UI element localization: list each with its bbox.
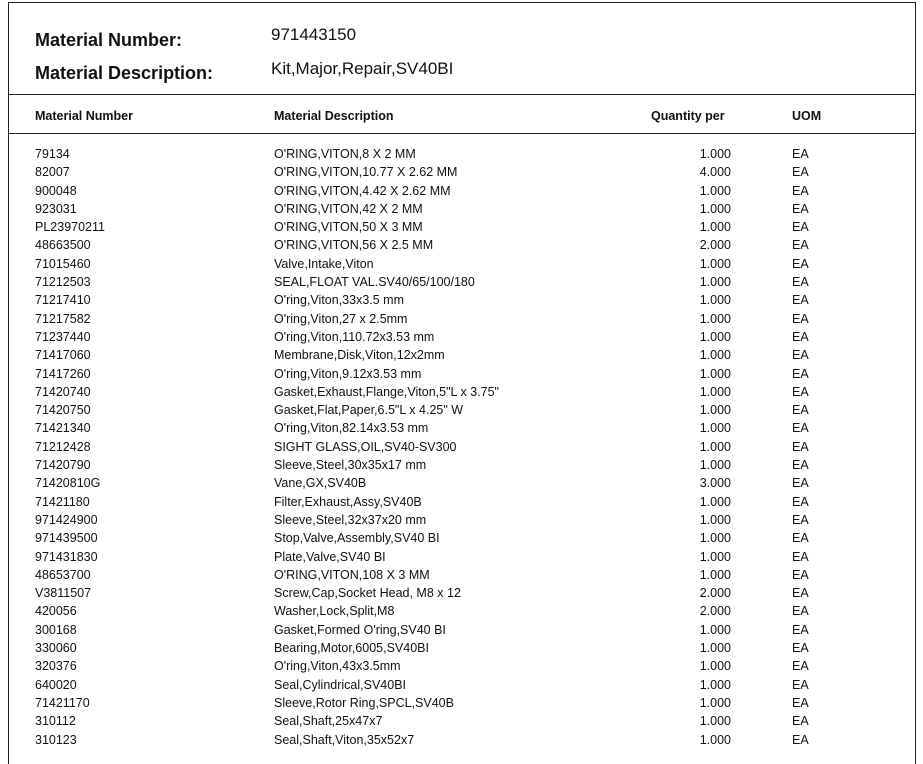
document-frame xyxy=(8,2,916,764)
cell-quantity: 1.000 xyxy=(699,659,731,674)
table-row xyxy=(9,419,915,437)
cell-material-description: O'ring,Viton,82.14x3.53 mm xyxy=(274,421,429,436)
cell-material-description: Sleeve,Steel,32x37x20 mm xyxy=(274,512,427,527)
cell-uom: EA xyxy=(792,220,809,235)
cell-material-number: 330060 xyxy=(35,641,77,656)
table-row xyxy=(9,163,915,181)
cell-material-number: 71217410 xyxy=(35,293,91,308)
cell-uom: EA xyxy=(792,165,809,180)
cell-uom: EA xyxy=(792,238,809,253)
cell-uom: EA xyxy=(792,659,809,674)
cell-material-number: 71420790 xyxy=(35,458,91,473)
cell-uom: EA xyxy=(792,311,809,326)
cell-quantity: 1.000 xyxy=(699,732,731,747)
cell-uom: EA xyxy=(792,201,809,216)
material-header xyxy=(9,3,915,95)
table-row xyxy=(9,255,915,273)
table-row xyxy=(9,676,915,694)
cell-quantity: 4.000 xyxy=(699,165,731,180)
cell-quantity: 1.000 xyxy=(699,622,731,637)
cell-material-number: 82007 xyxy=(35,165,70,180)
cell-quantity: 1.000 xyxy=(699,403,731,418)
cell-uom: EA xyxy=(792,677,809,692)
cell-quantity: 1.000 xyxy=(699,421,731,436)
table-row xyxy=(9,346,915,364)
cell-material-description: Screw,Cap,Socket Head, M8 x 12 xyxy=(274,586,461,601)
cell-uom: EA xyxy=(792,275,809,290)
cell-uom: EA xyxy=(792,512,809,527)
table-row xyxy=(9,200,915,218)
cell-material-number: 71420810G xyxy=(35,476,101,491)
column-header-material-description: Material Description xyxy=(274,109,394,123)
cell-material-number: 71417060 xyxy=(35,348,91,363)
cell-uom: EA xyxy=(792,586,809,601)
cell-material-number: 71417260 xyxy=(35,366,91,381)
cell-quantity: 1.000 xyxy=(699,549,731,564)
cell-material-number: 71217582 xyxy=(35,311,91,326)
cell-quantity: 1.000 xyxy=(699,531,731,546)
cell-uom: EA xyxy=(792,366,809,381)
table-row xyxy=(9,328,915,346)
cell-material-description: O'ring,Viton,43x3.5mm xyxy=(274,659,401,674)
cell-quantity: 1.000 xyxy=(699,201,731,216)
cell-quantity: 1.000 xyxy=(699,494,731,509)
cell-uom: EA xyxy=(792,458,809,473)
cell-material-number: 640020 xyxy=(35,677,77,692)
cell-uom: EA xyxy=(792,641,809,656)
cell-uom: EA xyxy=(792,531,809,546)
table-row xyxy=(9,383,915,401)
column-header-quantity-per: Quantity per xyxy=(651,109,725,123)
cell-uom: EA xyxy=(792,293,809,308)
cell-material-number: 310123 xyxy=(35,732,77,747)
cell-uom: EA xyxy=(792,256,809,271)
cell-material-description: Sleeve,Steel,30x35x17 mm xyxy=(274,458,427,473)
cell-material-number: 420056 xyxy=(35,604,77,619)
cell-material-description: O'ring,Viton,110.72x3.53 mm xyxy=(274,329,435,344)
cell-material-description: Sleeve,Rotor Ring,SPCL,SV40B xyxy=(274,695,454,710)
cell-material-description: O'ring,Viton,9.12x3.53 mm xyxy=(274,366,422,381)
cell-uom: EA xyxy=(792,439,809,454)
cell-material-description: Plate,Valve,SV40 BI xyxy=(274,549,386,564)
cell-material-number: 71421170 xyxy=(35,695,90,710)
table-row xyxy=(9,602,915,620)
cell-uom: EA xyxy=(792,494,809,509)
table-row xyxy=(9,566,915,584)
parts-table-body xyxy=(9,145,915,749)
cell-uom: EA xyxy=(792,403,809,418)
table-row xyxy=(9,639,915,657)
cell-quantity: 1.000 xyxy=(699,183,731,198)
cell-material-description: O'RING,VITON,50 X 3 MM xyxy=(274,220,423,235)
cell-material-number: 71237440 xyxy=(35,329,91,344)
cell-material-description: Membrane,Disk,Viton,12x2mm xyxy=(274,348,445,363)
table-row xyxy=(9,438,915,456)
cell-material-number: 48653700 xyxy=(35,567,91,582)
table-row xyxy=(9,511,915,529)
cell-quantity: 2.000 xyxy=(699,238,731,253)
table-row xyxy=(9,712,915,730)
cell-quantity: 1.000 xyxy=(699,256,731,271)
cell-quantity: 1.000 xyxy=(699,439,731,454)
table-header xyxy=(9,96,915,134)
cell-quantity: 1.000 xyxy=(699,384,731,399)
cell-uom: EA xyxy=(792,549,809,564)
cell-quantity: 1.000 xyxy=(699,677,731,692)
table-row xyxy=(9,365,915,383)
cell-quantity: 1.000 xyxy=(699,458,731,473)
cell-quantity: 1.000 xyxy=(699,293,731,308)
table-row xyxy=(9,731,915,749)
cell-material-description: O'RING,VITON,42 X 2 MM xyxy=(274,201,423,216)
cell-quantity: 1.000 xyxy=(699,512,731,527)
cell-quantity: 1.000 xyxy=(699,366,731,381)
cell-material-number: 900048 xyxy=(35,183,77,198)
cell-material-description: SEAL,FLOAT VAL.SV40/65/100/180 xyxy=(274,275,475,290)
cell-material-description: Stop,Valve,Assembly,SV40 BI xyxy=(274,531,440,546)
column-header-uom: UOM xyxy=(792,109,822,123)
cell-quantity: 2.000 xyxy=(699,604,731,619)
cell-quantity: 1.000 xyxy=(699,695,731,710)
cell-material-description: Gasket,Exhaust,Flange,Viton,5"L x 3.75" xyxy=(274,384,499,399)
cell-quantity: 1.000 xyxy=(699,641,731,656)
cell-material-description: Gasket,Formed O'ring,SV40 BI xyxy=(274,622,446,637)
table-row xyxy=(9,182,915,200)
table-row xyxy=(9,474,915,492)
cell-material-number: 79134 xyxy=(35,147,70,161)
cell-quantity: 2.000 xyxy=(699,586,731,601)
cell-material-description: O'RING,VITON,8 X 2 MM xyxy=(274,147,416,161)
material-description-label: Material Description: xyxy=(35,63,214,83)
cell-material-description: SIGHT GLASS,OIL,SV40-SV300 xyxy=(274,439,457,454)
cell-material-description: Seal,Shaft,Viton,35x52x7 xyxy=(274,732,415,747)
table-row xyxy=(9,548,915,566)
cell-material-number: 71420740 xyxy=(35,384,91,399)
cell-material-description: O'RING,VITON,56 X 2.5 MM xyxy=(274,238,434,253)
cell-quantity: 1.000 xyxy=(699,714,731,729)
table-row xyxy=(9,621,915,639)
cell-uom: EA xyxy=(792,714,809,729)
cell-uom: EA xyxy=(792,147,809,161)
cell-quantity: 1.000 xyxy=(699,329,731,344)
cell-quantity: 1.000 xyxy=(699,147,731,161)
cell-quantity: 1.000 xyxy=(699,220,731,235)
cell-uom: EA xyxy=(792,476,809,491)
cell-quantity: 1.000 xyxy=(699,348,731,363)
cell-uom: EA xyxy=(792,384,809,399)
cell-material-number: 971431830 xyxy=(35,549,98,564)
cell-material-description: O'RING,VITON,108 X 3 MM xyxy=(274,567,430,582)
cell-uom: EA xyxy=(792,622,809,637)
cell-material-number: 48663500 xyxy=(35,238,91,253)
table-row xyxy=(9,236,915,254)
cell-quantity: 1.000 xyxy=(699,567,731,582)
cell-material-number: PL23970211 xyxy=(35,220,105,235)
cell-quantity: 1.000 xyxy=(699,275,731,290)
cell-material-number: 71212428 xyxy=(35,439,91,454)
cell-material-description: Bearing,Motor,6005,SV40BI xyxy=(274,641,429,656)
table-row xyxy=(9,657,915,675)
table-row xyxy=(9,529,915,547)
cell-material-description: Vane,GX,SV40B xyxy=(274,476,367,491)
material-description-value: Kit,Major,Repair,SV40BI xyxy=(271,59,454,78)
cell-material-number: 71212503 xyxy=(35,275,91,290)
material-number-label: Material Number: xyxy=(35,30,183,50)
cell-material-number: 71421340 xyxy=(35,421,91,436)
cell-material-description: Valve,Intake,Viton xyxy=(274,256,374,271)
cell-uom: EA xyxy=(792,604,809,619)
table-row xyxy=(9,493,915,511)
cell-material-number: 971424900 xyxy=(35,512,98,527)
column-header-material-number: Material Number xyxy=(35,109,133,123)
table-row xyxy=(9,291,915,309)
table-row xyxy=(9,145,915,163)
cell-uom: EA xyxy=(792,329,809,344)
cell-material-number: 923031 xyxy=(35,201,77,216)
cell-material-description: Washer,Lock,Split,M8 xyxy=(274,604,395,619)
cell-material-description: O'RING,VITON,4.42 X 2.62 MM xyxy=(274,183,451,198)
cell-material-number: 71015460 xyxy=(35,256,91,271)
material-number-value: 971443150 xyxy=(271,25,357,44)
cell-material-description: Seal,Shaft,25x47x7 xyxy=(274,714,383,729)
cell-material-description: Filter,Exhaust,Assy,SV40B xyxy=(274,494,422,509)
table-row xyxy=(9,218,915,236)
cell-uom: EA xyxy=(792,732,809,747)
cell-material-description: O'ring,Viton,27 x 2.5mm xyxy=(274,311,408,326)
cell-material-description: O'RING,VITON,10.77 X 2.62 MM xyxy=(274,165,458,180)
cell-material-number: V3811507 xyxy=(35,586,92,601)
cell-material-number: 71421180 xyxy=(35,494,90,509)
cell-quantity: 3.000 xyxy=(699,476,731,491)
table-row xyxy=(9,584,915,602)
cell-material-number: 71420750 xyxy=(35,403,91,418)
cell-material-number: 300168 xyxy=(35,622,77,637)
cell-material-number: 310112 xyxy=(35,714,76,729)
cell-material-description: Seal,Cylindrical,SV40BI xyxy=(274,677,407,692)
cell-uom: EA xyxy=(792,567,809,582)
cell-uom: EA xyxy=(792,183,809,198)
cell-material-number: 971439500 xyxy=(35,531,98,546)
table-row xyxy=(9,310,915,328)
cell-uom: EA xyxy=(792,348,809,363)
cell-material-description: O'ring,Viton,33x3.5 mm xyxy=(274,293,404,308)
cell-material-description: Gasket,Flat,Paper,6.5"L x 4.25" W xyxy=(274,403,464,418)
table-row xyxy=(9,694,915,712)
cell-uom: EA xyxy=(792,421,809,436)
cell-quantity: 1.000 xyxy=(699,311,731,326)
cell-material-number: 320376 xyxy=(35,659,77,674)
cell-uom: EA xyxy=(792,695,809,710)
table-row xyxy=(9,401,915,419)
table-row xyxy=(9,273,915,291)
table-row xyxy=(9,456,915,474)
